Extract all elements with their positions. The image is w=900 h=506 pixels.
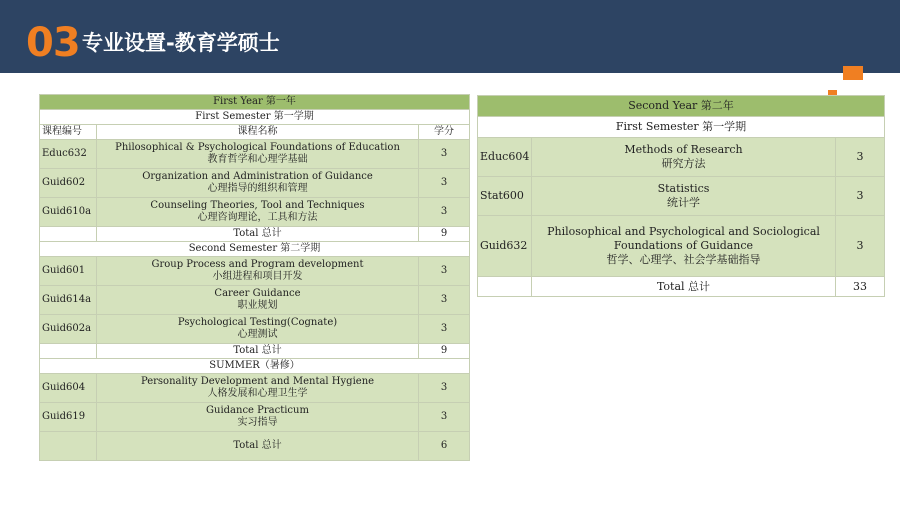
semester-row (40, 110, 470, 125)
course-credit: 3 (419, 198, 470, 227)
course-credit: 3 (836, 138, 885, 177)
table-row (40, 286, 470, 315)
table-row (40, 169, 470, 198)
table-row (40, 198, 470, 227)
total-row (478, 277, 885, 297)
course-name (97, 169, 419, 198)
course-name-en: Personality Development and Mental Hygiene (140, 376, 375, 387)
course-code: Guid619 (40, 403, 97, 432)
course-name-zh: 心理指导的组织和管理 (207, 183, 308, 194)
course-name-en: Psychological Testing(Cognate) (177, 317, 338, 328)
course-code: Educ632 (40, 140, 97, 169)
column-header-row (40, 125, 470, 140)
course-name-en: Methods of Research (624, 143, 743, 156)
course-credit: 3 (836, 177, 885, 216)
total-row (40, 432, 470, 461)
total-value: 33 (836, 277, 885, 297)
course-credit: 3 (419, 169, 470, 198)
table-row (40, 140, 470, 169)
table-row (478, 138, 885, 177)
semester-title: First Semester 第一学期 (478, 117, 885, 138)
course-name-zh: 心理咨询理论，工具和方法 (197, 212, 318, 223)
total-row (40, 344, 470, 359)
course-name (97, 198, 419, 227)
table-row (478, 216, 885, 277)
semester-row (40, 359, 470, 374)
year-title-row (40, 95, 470, 110)
course-name (532, 177, 836, 216)
semester-title: Second Semester 第二学期 (40, 242, 470, 257)
year-title: Second Year 第二年 (478, 96, 885, 117)
semester-row (478, 117, 885, 138)
course-name-zh: 统计学 (667, 196, 700, 209)
course-name-zh: 心理测试 (237, 329, 278, 340)
column-header-name: 课程名称 (97, 125, 419, 140)
course-name-zh: 职业规划 (237, 300, 278, 311)
course-name-zh: 教育哲学和心理学基础 (207, 154, 308, 165)
course-name-zh: 实习指导 (237, 417, 278, 428)
course-name (97, 403, 419, 432)
course-code: Guid601 (40, 257, 97, 286)
course-code: Guid602 (40, 169, 97, 198)
course-code: Guid604 (40, 374, 97, 403)
section-number: 03 (26, 20, 80, 66)
course-code: Guid602a (40, 315, 97, 344)
year-title: First Year 第一年 (40, 95, 470, 110)
total-value: 9 (419, 227, 470, 242)
course-credit: 3 (419, 286, 470, 315)
total-value: 9 (419, 344, 470, 359)
accent-square-large (843, 66, 863, 80)
course-code: Guid614a (40, 286, 97, 315)
second-year-table (477, 95, 885, 297)
course-name (97, 140, 419, 169)
table-row (40, 315, 470, 344)
table-row (478, 177, 885, 216)
page-title: 专业设置-教育学硕士 (82, 31, 280, 55)
course-name (97, 257, 419, 286)
first-year-table (39, 94, 470, 461)
course-credit: 3 (419, 257, 470, 286)
semester-title: First Semester 第一学期 (40, 110, 470, 125)
header-bar (0, 0, 900, 73)
course-name (532, 216, 836, 277)
course-name-en: Organization and Administration of Guidance (142, 171, 373, 182)
total-row (40, 227, 470, 242)
course-code: Stat600 (478, 177, 532, 216)
course-name-zh: 哲学、心理学、社会学基础指导 (606, 253, 761, 266)
total-value: 6 (419, 432, 470, 461)
semester-row (40, 242, 470, 257)
course-name-en: Group Process and Program development (151, 259, 364, 270)
course-name (97, 315, 419, 344)
table-row (40, 374, 470, 403)
course-name-en: Statistics (657, 182, 710, 195)
course-name (97, 374, 419, 403)
column-header-code: 课程编号 (40, 125, 97, 140)
total-label: Total 总计 (97, 432, 419, 461)
course-credit: 3 (419, 374, 470, 403)
total-label: Total 总计 (97, 227, 419, 242)
course-credit: 3 (836, 216, 885, 277)
course-code: Guid632 (478, 216, 532, 277)
course-name-zh: 研究方法 (661, 157, 706, 170)
course-credit: 3 (419, 140, 470, 169)
year-title-row (478, 96, 885, 117)
table-row (40, 403, 470, 432)
semester-title: SUMMER（暑修） (40, 359, 470, 374)
course-name (532, 138, 836, 177)
total-label: Total 总计 (97, 344, 419, 359)
total-label: Total 总计 (532, 277, 836, 297)
course-name-zh: 小组进程和项目开发 (212, 271, 303, 282)
course-credit: 3 (419, 315, 470, 344)
course-code: Guid610a (40, 198, 97, 227)
course-name-en: Counseling Theories, Tool and Techniques (150, 200, 365, 211)
course-name-zh: 人格发展和心理卫生学 (207, 388, 308, 399)
course-name-en: Career Guidance (214, 288, 301, 299)
course-code: Educ604 (478, 138, 532, 177)
course-credit: 3 (419, 403, 470, 432)
course-name (97, 286, 419, 315)
course-name-en: Guidance Practicum (206, 405, 309, 416)
course-name-en: Philosophical and Psychological and Sociological Foundations of Guidance (547, 225, 820, 252)
course-name-en: Philosophical & Psychological Foundations of Education (115, 142, 400, 153)
table-row (40, 257, 470, 286)
column-header-credit: 学分 (419, 125, 470, 140)
